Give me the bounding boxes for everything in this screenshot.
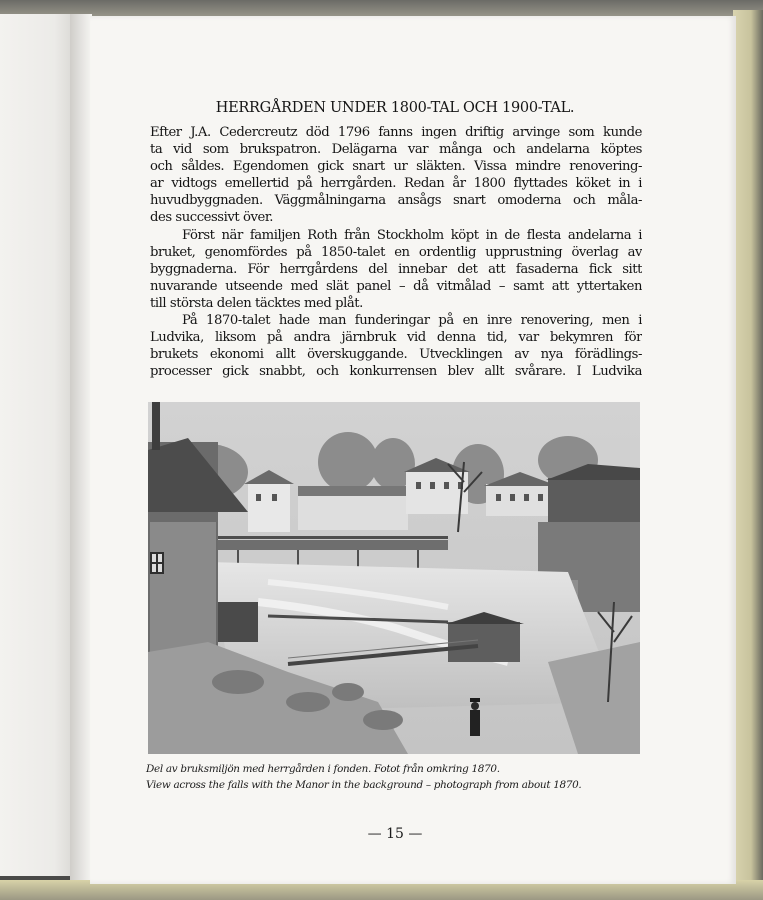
text-line: brukets ekonomi allt överskuggande. Utvecklingen av nya förädlings- [150, 347, 642, 363]
left-page-edge [0, 14, 78, 876]
text-line: och såldes. Egendomen gick snart ur släkten. Vissa mindre renovering- [150, 159, 642, 175]
body-text [150, 124, 642, 380]
text-line: ar vidtogs emellertid på herrgården. Redan år 1800 flyttades köket in i [150, 176, 642, 192]
caption-swedish: Del av bruksmiljön med herrgården i fonden. Fotot från omkring 1870. [146, 763, 500, 775]
text-line: På 1870-talet hade man funderingar på en inre renovering, men i [182, 313, 642, 329]
text-line: Först när familjen Roth från Stockholm köpt in de flesta andelarna i [182, 227, 642, 243]
historic-photograph [148, 402, 640, 754]
caption-english: View across the falls with the Manor in the background – photograph from about 1870. [146, 779, 582, 791]
photograph-illustration [148, 402, 640, 754]
text-line: bruket, genomfördes på 1850-talet en ordentlig upprustning överlag av [150, 244, 642, 260]
text-line: Efter J.A. Cedercreutz död 1796 fanns ingen driftig arvinge som kunde [150, 125, 642, 140]
page-heading: HERRGÅRDEN UNDER 1800-TAL OCH 1900-TAL. [215, 100, 575, 116]
text-line: byggnaderna. För herrgårdens del innebar det att fasaderna fick sitt [150, 261, 642, 277]
page-number: — 15 — [367, 826, 423, 842]
text-line: processer gick snabbt, och konkurrensen blev allt svårare. I Ludvika [150, 364, 642, 380]
text-line: des successivt över. [150, 210, 273, 226]
text-line: till största delen täcktes med plåt. [150, 295, 363, 311]
text-line: ta vid som brukspatron. Delägarna var många och andelarna köptes [150, 142, 642, 158]
text-line: Ludvika, liksom på andra järnbruk vid denna tid, var bekymren för [150, 330, 642, 346]
text-line: nuvarande utseende med slät panel – då vitmålad – samt att yttertaken [150, 278, 642, 294]
book-gutter [70, 14, 92, 880]
photo-caption [146, 761, 646, 793]
book-cover-right-edge [733, 10, 763, 900]
text-line: huvudbyggnaden. Väggmålningarna ansågs snart omoderna och måla- [150, 193, 642, 209]
